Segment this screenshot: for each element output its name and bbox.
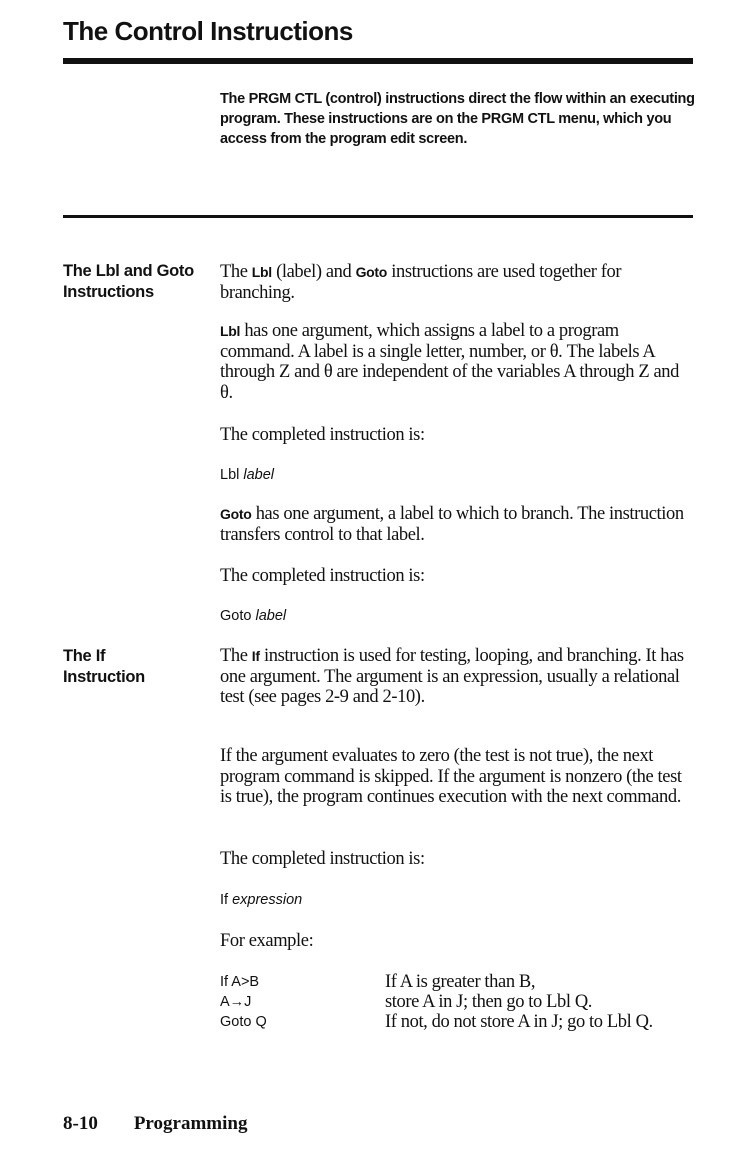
keyword-goto: Goto [355,264,388,280]
example-row [220,972,695,993]
page-title: The Control Instructions [63,16,353,46]
example-description: If A is greater than B, [385,972,536,992]
goto-syntax [220,607,286,625]
lbl-goto-paragraph-1 [220,262,695,303]
keyword-lbl: Lbl [251,264,272,280]
completed-instruction-label-3: The completed instruction is: [220,849,425,869]
lbl-goto-heading-line1: The Lbl and Goto [63,262,194,280]
syntax-argument: label [243,467,275,483]
if-paragraph-2: If the argument evaluates to zero (the test is not true), the next program command is skipped. If the argument is nonzero (the test is true), the program continues execution with the next command. [220,746,682,807]
completed-instruction-label-1: The completed instruction is: [220,425,425,445]
example-code: If A>B [220,974,260,990]
keyword-lbl: Lbl [220,323,241,339]
syntax-keyword: Goto [220,608,252,624]
page-footer [63,1113,247,1135]
if-syntax [220,891,302,909]
text-run: has one argument, a label to which to branch. The instruction transfers control to that label. [220,504,684,545]
if-heading-line1: The If [63,647,106,665]
keyword-if: If [251,648,260,664]
syntax-keyword: If [220,892,229,908]
lbl-goto-heading [63,261,213,303]
page-number: 8-10 [63,1113,98,1134]
footer-section-name: Programming [133,1113,248,1134]
example-description: If not, do not store A in J; go to Lbl Q. [385,1012,653,1032]
intro-paragraph: The PRGM CTL (control) instructions direct the flow within an executing program. These instructions are on the PRGM CTL menu, which you access from the program edit screen. [220,91,695,147]
text-run: The [220,262,252,282]
example-row [220,992,695,1013]
lbl-paragraph [220,321,695,403]
syntax-argument: label [255,608,287,624]
syntax-argument: expression [232,892,303,908]
if-heading [63,646,213,688]
lbl-goto-heading-line2: Instructions [63,283,154,301]
example-code: A→J [220,994,252,1010]
example-code: Goto Q [220,1014,267,1030]
text-run: has one argument, which assigns a label to a program command. A label is a single letter, number, or θ. The labels A through Z and θ are independent of the variables A through Z and θ. [220,321,679,403]
completed-instruction-label-2: The completed instruction is: [220,566,425,586]
syntax-keyword: Lbl [220,467,240,483]
if-paragraph-1 [220,646,695,708]
text-run: The [220,646,252,666]
goto-paragraph [220,504,695,545]
top-rule [63,58,693,64]
for-example-label: For example: [220,931,314,951]
section-rule [63,215,693,218]
example-row [220,1012,695,1033]
keyword-goto: Goto [220,506,252,522]
text-run: instruction is used for testing, looping, and branching. It has one argument. The argument is an expression, usually a relational test (see pages 2-9 and 2-10). [220,646,684,707]
text-run: instructions are used together for branching. [220,262,622,303]
example-description: store A in J; then go to Lbl Q. [385,992,593,1012]
if-heading-line2: Instruction [63,668,145,686]
lbl-syntax [220,466,274,484]
text-run: (label) and [271,262,356,282]
